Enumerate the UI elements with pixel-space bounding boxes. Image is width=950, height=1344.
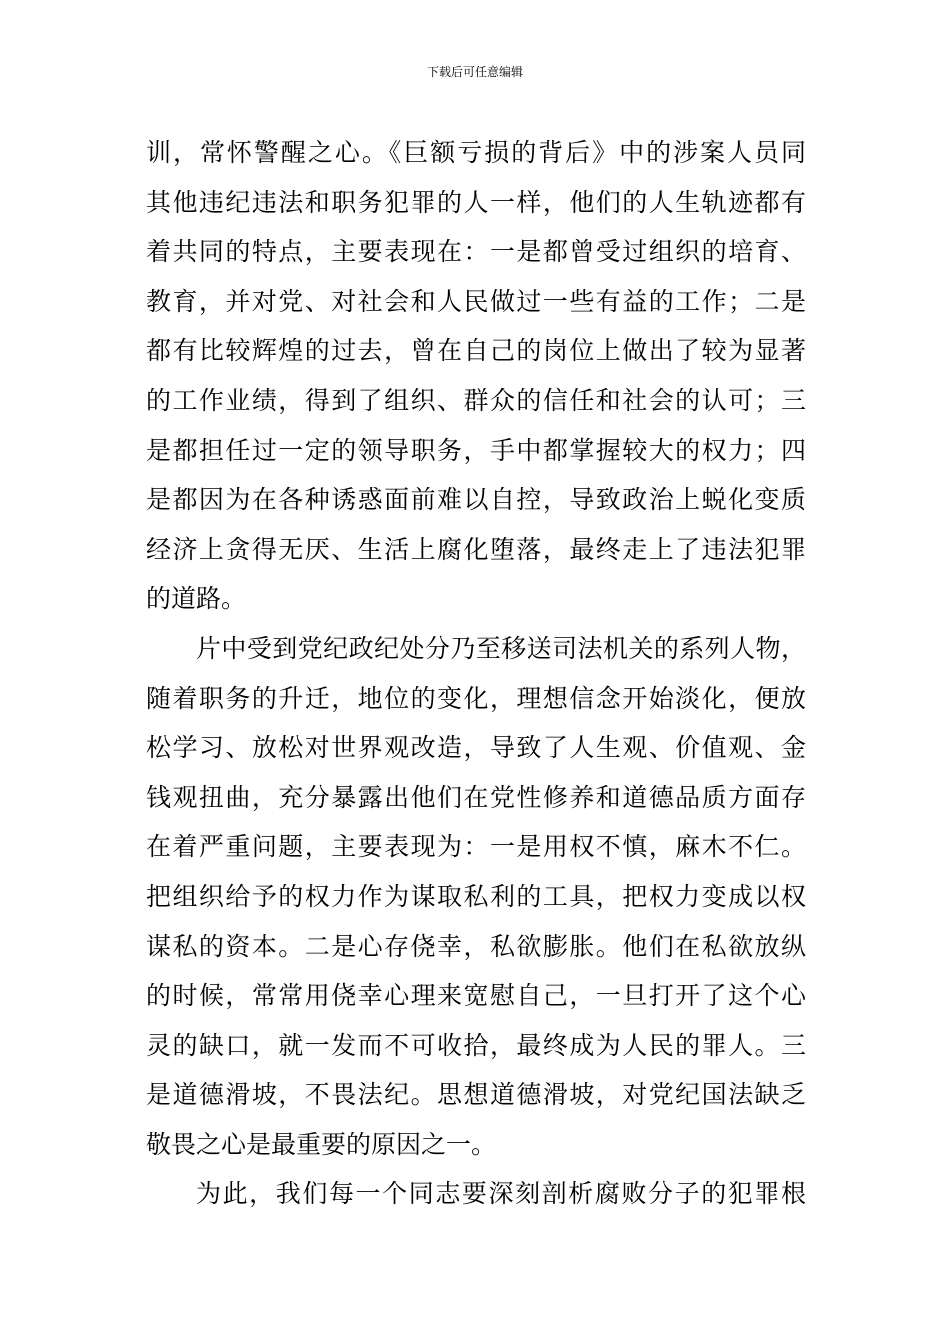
text-line: 经济上贪得无厌、生活上腐化堕落，最终走上了违法犯罪: [146, 534, 806, 564]
text-line: 松学习、放松对世界观改造，导致了人生观、价值观、金: [146, 733, 806, 763]
text-line: 是道德滑坡，不畏法纪。思想道德滑坡，对党纪国法缺乏: [146, 1080, 806, 1110]
paragraph-first-line: 为此，我们每一个同志要深刻剖析腐败分子的犯罪根: [196, 1179, 806, 1209]
text-line: 的工作业绩，得到了组织、群众的信任和社会的认可；三: [146, 385, 806, 415]
text-line: 钱观扭曲，充分暴露出他们在党性修养和道德品质方面存: [146, 782, 806, 812]
paragraph-first-line: 片中受到党纪政纪处分乃至移送司法机关的系列人物，: [196, 633, 806, 663]
text-line: 是都因为在各种诱惑面前难以自控，导致政治上蜕化变质: [146, 485, 806, 515]
text-line: 在着严重问题，主要表现为：一是用权不慎，麻木不仁。: [146, 832, 806, 862]
text-line: 的道路。: [146, 584, 247, 614]
page-header: 下载后可任意编辑: [426, 65, 523, 79]
text-line: 训，常怀警醒之心。《巨额亏损的背后》中的涉案人员同: [146, 138, 806, 167]
text-line: 随着职务的升迁，地位的变化，理想信念开始淡化，便放: [146, 683, 806, 713]
text-line: 灵的缺口，就一发而不可收拾，最终成为人民的罪人。三: [146, 1030, 806, 1060]
text-line: 其他违纪违法和职务犯罪的人一样，他们的人生轨迹都有: [146, 187, 806, 217]
text-line: 的时候，常常用侥幸心理来宽慰自己，一旦打开了这个心: [146, 981, 806, 1011]
text-line: 敬畏之心是最重要的原因之一。: [146, 1129, 497, 1159]
text-line: 着共同的特点，主要表现在：一是都曾受过组织的培育、: [146, 237, 806, 267]
text-line: 都有比较辉煌的过去，曾在自己的岗位上做出了较为显著: [146, 336, 806, 366]
text-line: 教育，并对党、对社会和人民做过一些有益的工作；二是: [146, 286, 806, 316]
document-body: [146, 128, 806, 1219]
text-line: 把组织给予的权力作为谋取私利的工具，把权力变成以权: [146, 881, 806, 911]
text-line: 是都担任过一定的领导职务，手中都掌握较大的权力；四: [146, 435, 806, 465]
text-line: 谋私的资本。二是心存侥幸，私欲膨胀。他们在私欲放纵: [146, 931, 806, 961]
